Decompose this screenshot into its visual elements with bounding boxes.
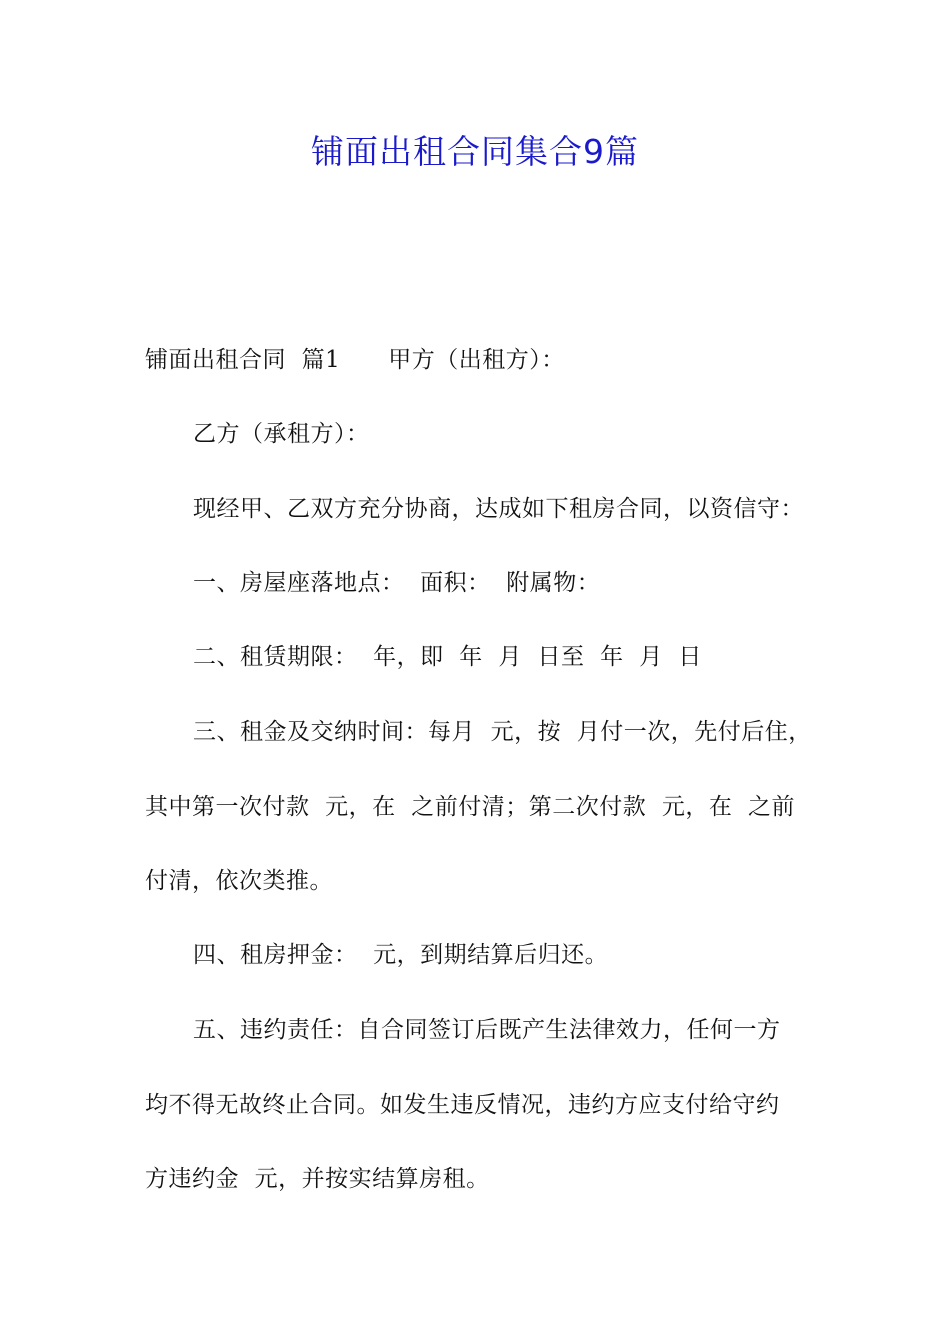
clause-3-rent-line-2: 其中第一次付款 元，在 之前付清；第二次付款 元，在 之前 xyxy=(145,794,795,820)
agreement-intro-line: 现经甲、乙双方充分协商，达成如下租房合同，以资信守： xyxy=(193,496,804,522)
clause-3-rent-line-3: 付清，依次类推。 xyxy=(145,868,333,894)
document-title: 铺面出租合同集合9篇 xyxy=(311,132,639,171)
clause-5-liability-line-3: 方违约金 元，并按实结算房租。 xyxy=(145,1166,490,1192)
clause-1-location: 一、房屋座落地点： 面积： 附属物： xyxy=(193,570,601,596)
paragraph-line-1 xyxy=(145,342,565,378)
clause-5-liability-line-2: 均不得无故终止合同。如发生违反情况，违约方应支付给守约 xyxy=(145,1092,780,1118)
clause-2-term: 二、租赁期限： 年，即 年 月 日至 年 月 日 xyxy=(193,644,702,670)
party-a-line: 甲方（出租方）： xyxy=(388,347,565,373)
clause-5-liability-line-1: 五、违约责任：自合同签订后既产生法律效力，任何一方 xyxy=(193,1017,781,1043)
clause-4-deposit: 四、租房押金： 元，到期结算后归还。 xyxy=(193,942,609,968)
clause-3-rent-line-1: 三、租金及交纳时间：每月 元，按 月付一次，先付后住， xyxy=(193,719,812,745)
party-b-line: 乙方（承租方）： xyxy=(193,421,370,447)
section-heading: 铺面出租合同 篇1 xyxy=(145,347,341,373)
